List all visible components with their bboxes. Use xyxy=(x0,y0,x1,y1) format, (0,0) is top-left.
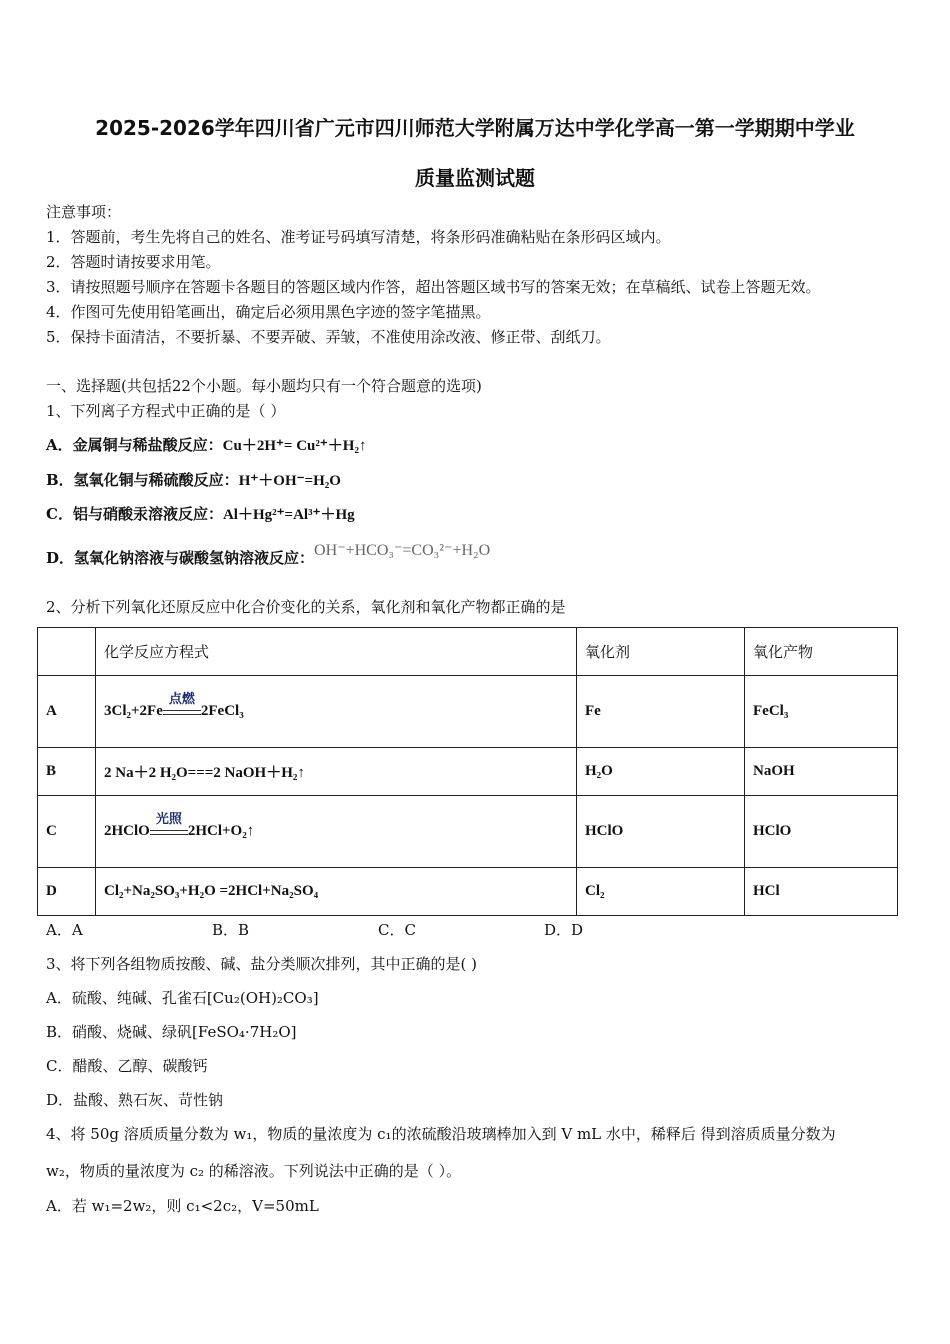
table-header-cell: 氧化产物 xyxy=(745,628,898,676)
q1-option-c xyxy=(46,504,355,525)
reaction-left: 3Cl₂+2Fe xyxy=(104,703,163,719)
notice-item-4: 4．作图可先使用铅笔画出，确定后必须用黑色字迹的签字笔描黑。 xyxy=(46,303,491,321)
product-cell: HCl xyxy=(745,868,898,916)
q3-option-c: C．醋酸、乙醇、碳酸钙 xyxy=(46,1057,208,1075)
q1-option-d-label: D．氢氧化钠溶液与碳酸氢钠溶液反应： xyxy=(46,549,315,567)
notice-item-5: 5．保持卡面清洁，不要折暴、不要弄破、弄皱，不准使用涂改液、修正带、刮纸刀。 xyxy=(46,328,611,346)
q2-answer-d: D．D xyxy=(544,921,584,939)
exam-title-line1: 2025-2026学年四川省广元市四川师范大学附属万达中学化学高一第一学期期中学业 xyxy=(95,116,855,140)
table-header-cell: 氧化剂 xyxy=(577,628,745,676)
table-header-cell: 化学反应方程式 xyxy=(96,628,577,676)
section-heading: 一、选择题(共包括22个小题。每小题均只有一个符合题意的选项) xyxy=(46,377,482,395)
q1-option-a-formula: Cu＋2H⁺= Cu²⁺＋H₂↑ xyxy=(222,438,367,454)
condition-label: 光照 xyxy=(155,812,182,828)
q1-option-d xyxy=(46,542,491,569)
table-row xyxy=(38,868,898,916)
reaction-equation: 2 Na＋2 H₂O===2 NaOH＋H₂↑ xyxy=(96,748,577,796)
q4-stem-line1: 4、将 50g 溶质质量分数为 w₁，物质的量浓度为 c₁的浓硫酸沿玻璃棒加入到 V mL 水中，稀释后 得到溶质质量分数为 xyxy=(46,1125,836,1143)
product-cell: FeCl₃ xyxy=(745,676,898,748)
row-label: D xyxy=(38,868,96,916)
reaction-left: 2HClO xyxy=(104,823,150,839)
q2-answer-a: A．A xyxy=(46,921,83,939)
row-label: C xyxy=(38,796,96,868)
oxidant-cell: Fe xyxy=(577,676,745,748)
oxidant-cell: HClO xyxy=(577,796,745,868)
notice-heading: 注意事项： xyxy=(46,203,122,221)
equals-sign xyxy=(150,830,188,835)
equals-sign xyxy=(163,710,201,715)
q3-option-b: B．硝酸、烧碱、绿矾[FeSO₄·7H₂O] xyxy=(46,1023,297,1041)
q1-stem: 1、下列离子方程式中正确的是（ ） xyxy=(46,402,286,420)
reaction-condition xyxy=(163,692,201,715)
q3-option-a: A．硫酸、纯碱、孔雀石[Cu₂(OH)₂CO₃] xyxy=(46,989,319,1007)
reaction-equation xyxy=(96,676,577,748)
q1-option-b-formula: H⁺＋OH⁻=H₂O xyxy=(238,473,341,489)
q1-option-a-label: A．金属铜与稀盐酸反应： xyxy=(46,436,223,454)
exam-title-line2: 质量监测试题 xyxy=(415,166,535,190)
q4-option-a: A．若 w₁=2w₂，则 c₁<2c₂，V=50mL xyxy=(46,1197,319,1215)
q2-answer-options xyxy=(46,920,583,940)
condition-label: 点燃 xyxy=(168,692,195,708)
q1-option-c-label: C．铝与硝酸汞溶液反应： xyxy=(46,505,223,523)
q2-answer-b: B．B xyxy=(212,921,250,939)
q4-stem-line2: w₂，物质的量浓度为 c₂ 的稀溶液。下列说法中正确的是（ ）。 xyxy=(46,1162,462,1180)
q2-stem: 2、分析下列氧化还原反应中化合价变化的关系，氧化剂和氧化产物都正确的是 xyxy=(46,598,566,616)
reaction-equation: Cl₂+Na₂SO₃+H₂O =2HCl+Na₂SO₄ xyxy=(96,868,577,916)
row-label: A xyxy=(38,676,96,748)
table-header-cell xyxy=(38,628,96,676)
notice-item-1: 1．答题前，考生先将自己的姓名、准考证号码填写清楚，将条形码准确粘贴在条形码区域内。 xyxy=(46,228,671,246)
oxidant-cell: H₂O xyxy=(577,748,745,796)
q3-stem: 3、将下列各组物质按酸、碱、盐分类顺次排列，其中正确的是( ) xyxy=(46,955,478,973)
product-cell: HClO xyxy=(745,796,898,868)
table-row xyxy=(38,676,898,748)
row-label: B xyxy=(38,748,96,796)
product-cell: NaOH xyxy=(745,748,898,796)
table-row xyxy=(38,796,898,868)
q1-option-b-label: B．氢氧化铜与稀硫酸反应： xyxy=(46,471,239,489)
reaction-equation xyxy=(96,796,577,868)
q1-option-b xyxy=(46,470,341,491)
reaction-condition xyxy=(150,812,188,835)
oxidant-cell: Cl₂ xyxy=(577,868,745,916)
table-row xyxy=(38,748,898,796)
reaction-right: 2FeCl₃ xyxy=(200,703,244,719)
q2-reaction-table xyxy=(37,627,898,916)
notice-item-3: 3．请按照题号顺序在答题卡各题目的答题区域内作答，超出答题区域书写的答案无效；在草稿纸、试卷上答题无效。 xyxy=(46,278,821,296)
q2-answer-c: C．C xyxy=(378,921,416,939)
notice-item-2: 2．答题时请按要求用笔。 xyxy=(46,253,221,271)
q3-option-d: D．盐酸、熟石灰、苛性钠 xyxy=(46,1091,224,1109)
table-header-row xyxy=(38,628,898,676)
q1-option-c-formula: Al＋Hg²⁺=Al³⁺＋Hg xyxy=(222,507,355,523)
reaction-right: 2HCl+O₂↑ xyxy=(187,823,255,839)
q1-option-a xyxy=(46,435,366,456)
q1-option-d-formula: OH⁻+HCO₃⁻=CO₃²⁻+H₂O xyxy=(314,542,491,559)
